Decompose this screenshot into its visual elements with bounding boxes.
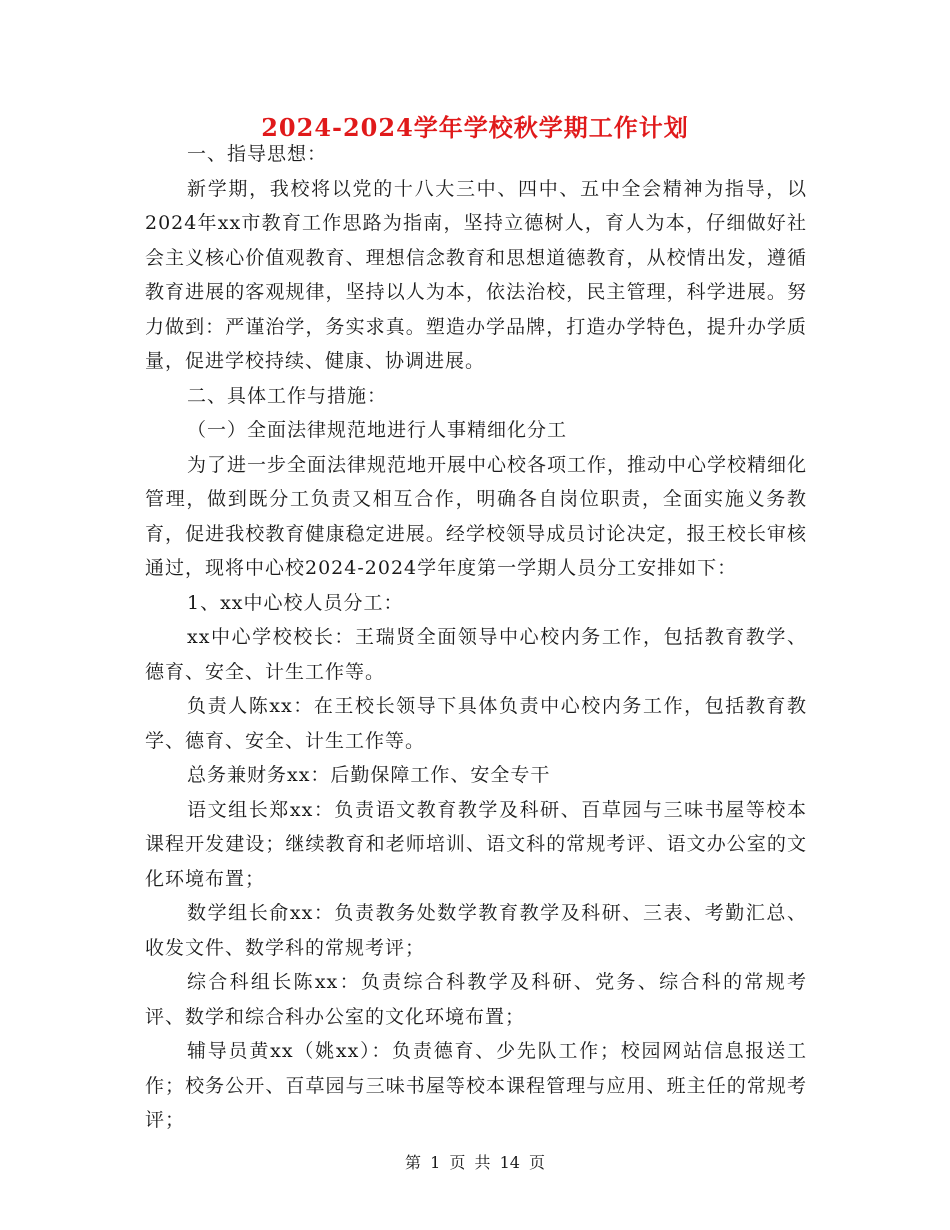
subsection-heading-personnel: （一）全面法律规范地进行人事精细化分工 <box>187 419 568 441</box>
document-body <box>145 137 807 1138</box>
document-title: 2024-2024学年学校秋学期工作计划 <box>261 113 689 142</box>
staff-entry-chinese-lead: 语文组长郑xx：负责语文教育教学及科研、百草园与三味书屋等校本课程开发建设；继续教育和老师培训、语文科的常规考评、语文办公室的文化环境布置； <box>145 798 807 890</box>
staff-entry-finance: 总务兼财务xx：后勤保障工作、安全专干 <box>187 764 551 786</box>
footer-current-page: 1 <box>430 1153 441 1172</box>
section-heading-guiding-ideology: 一、指导思想： <box>187 143 328 165</box>
staff-entry-counselor: 辅导员黄xx（姚xx）：负责德育、少先队工作；校园网站信息报送工作；校务公开、百草园与三味书屋等校本课程管理与应用、班主任的常规考评； <box>145 1040 807 1131</box>
footer-page-word: 页 <box>449 1153 466 1172</box>
staff-entry-head: 负责人陈xx：在王校长领导下具体负责中心校内务工作，包括教育教学、德育、安全、计生工作等。 <box>145 695 807 752</box>
footer-total-word: 共 <box>474 1153 491 1172</box>
list-heading-staff-division: 1、xx中心校人员分工： <box>187 591 404 614</box>
staff-entry-general-lead: 综合科组长陈xx：负责综合科教学及科研、党务、综合科的常规考评、数学和综合科办公室的文化环境布置； <box>145 971 807 1028</box>
page-footer <box>0 1151 950 1175</box>
footer-total-pages: 14 <box>499 1153 520 1172</box>
footer-prefix: 第 <box>404 1153 421 1172</box>
staff-entry-math-lead: 数学组长俞xx：负责教务处数学教育教学及科研、三表、考勤汇总、收发文件、数学科的常规考评； <box>145 902 807 959</box>
paragraph-personnel-intro: 为了进一步全面法律规范地开展中心校各项工作，推动中心学校精细化管理，做到既分工负责又相互合作，明确各自岗位职责，全面实施义务教育，促进我校教育健康稳定进展。经学校领导成员讨论决定，报王校长审核通过，现将中心校2024-2024学年度第一学期人员分工安排如下： <box>145 453 808 579</box>
section-heading-specific-work: 二、具体工作与措施： <box>187 384 388 407</box>
staff-entry-principal: xx中心学校校长：王瑞贤全面领导中心校内务工作，包括教育教学、德育、安全、计生工作等。 <box>145 626 807 683</box>
paragraph-guiding-ideology: 新学期，我校将以党的十八大三中、四中、五中全会精神为指导，以2024年xx市教育工作思路为指南，坚持立德树人，育人为本，仔细做好社会主义核心价值观教育、理想信念教育和思想道德教育，从校情出发，遵循教育进展的客观规律，坚持以人为本，依法治校，民主管理，科学进展。努力做到：严谨治学，务实求真。塑造办学品牌，打造办学特色，提升办学质量，促进学校持续、健康、协调进展。 <box>145 177 807 372</box>
footer-suffix: 页 <box>529 1153 546 1172</box>
